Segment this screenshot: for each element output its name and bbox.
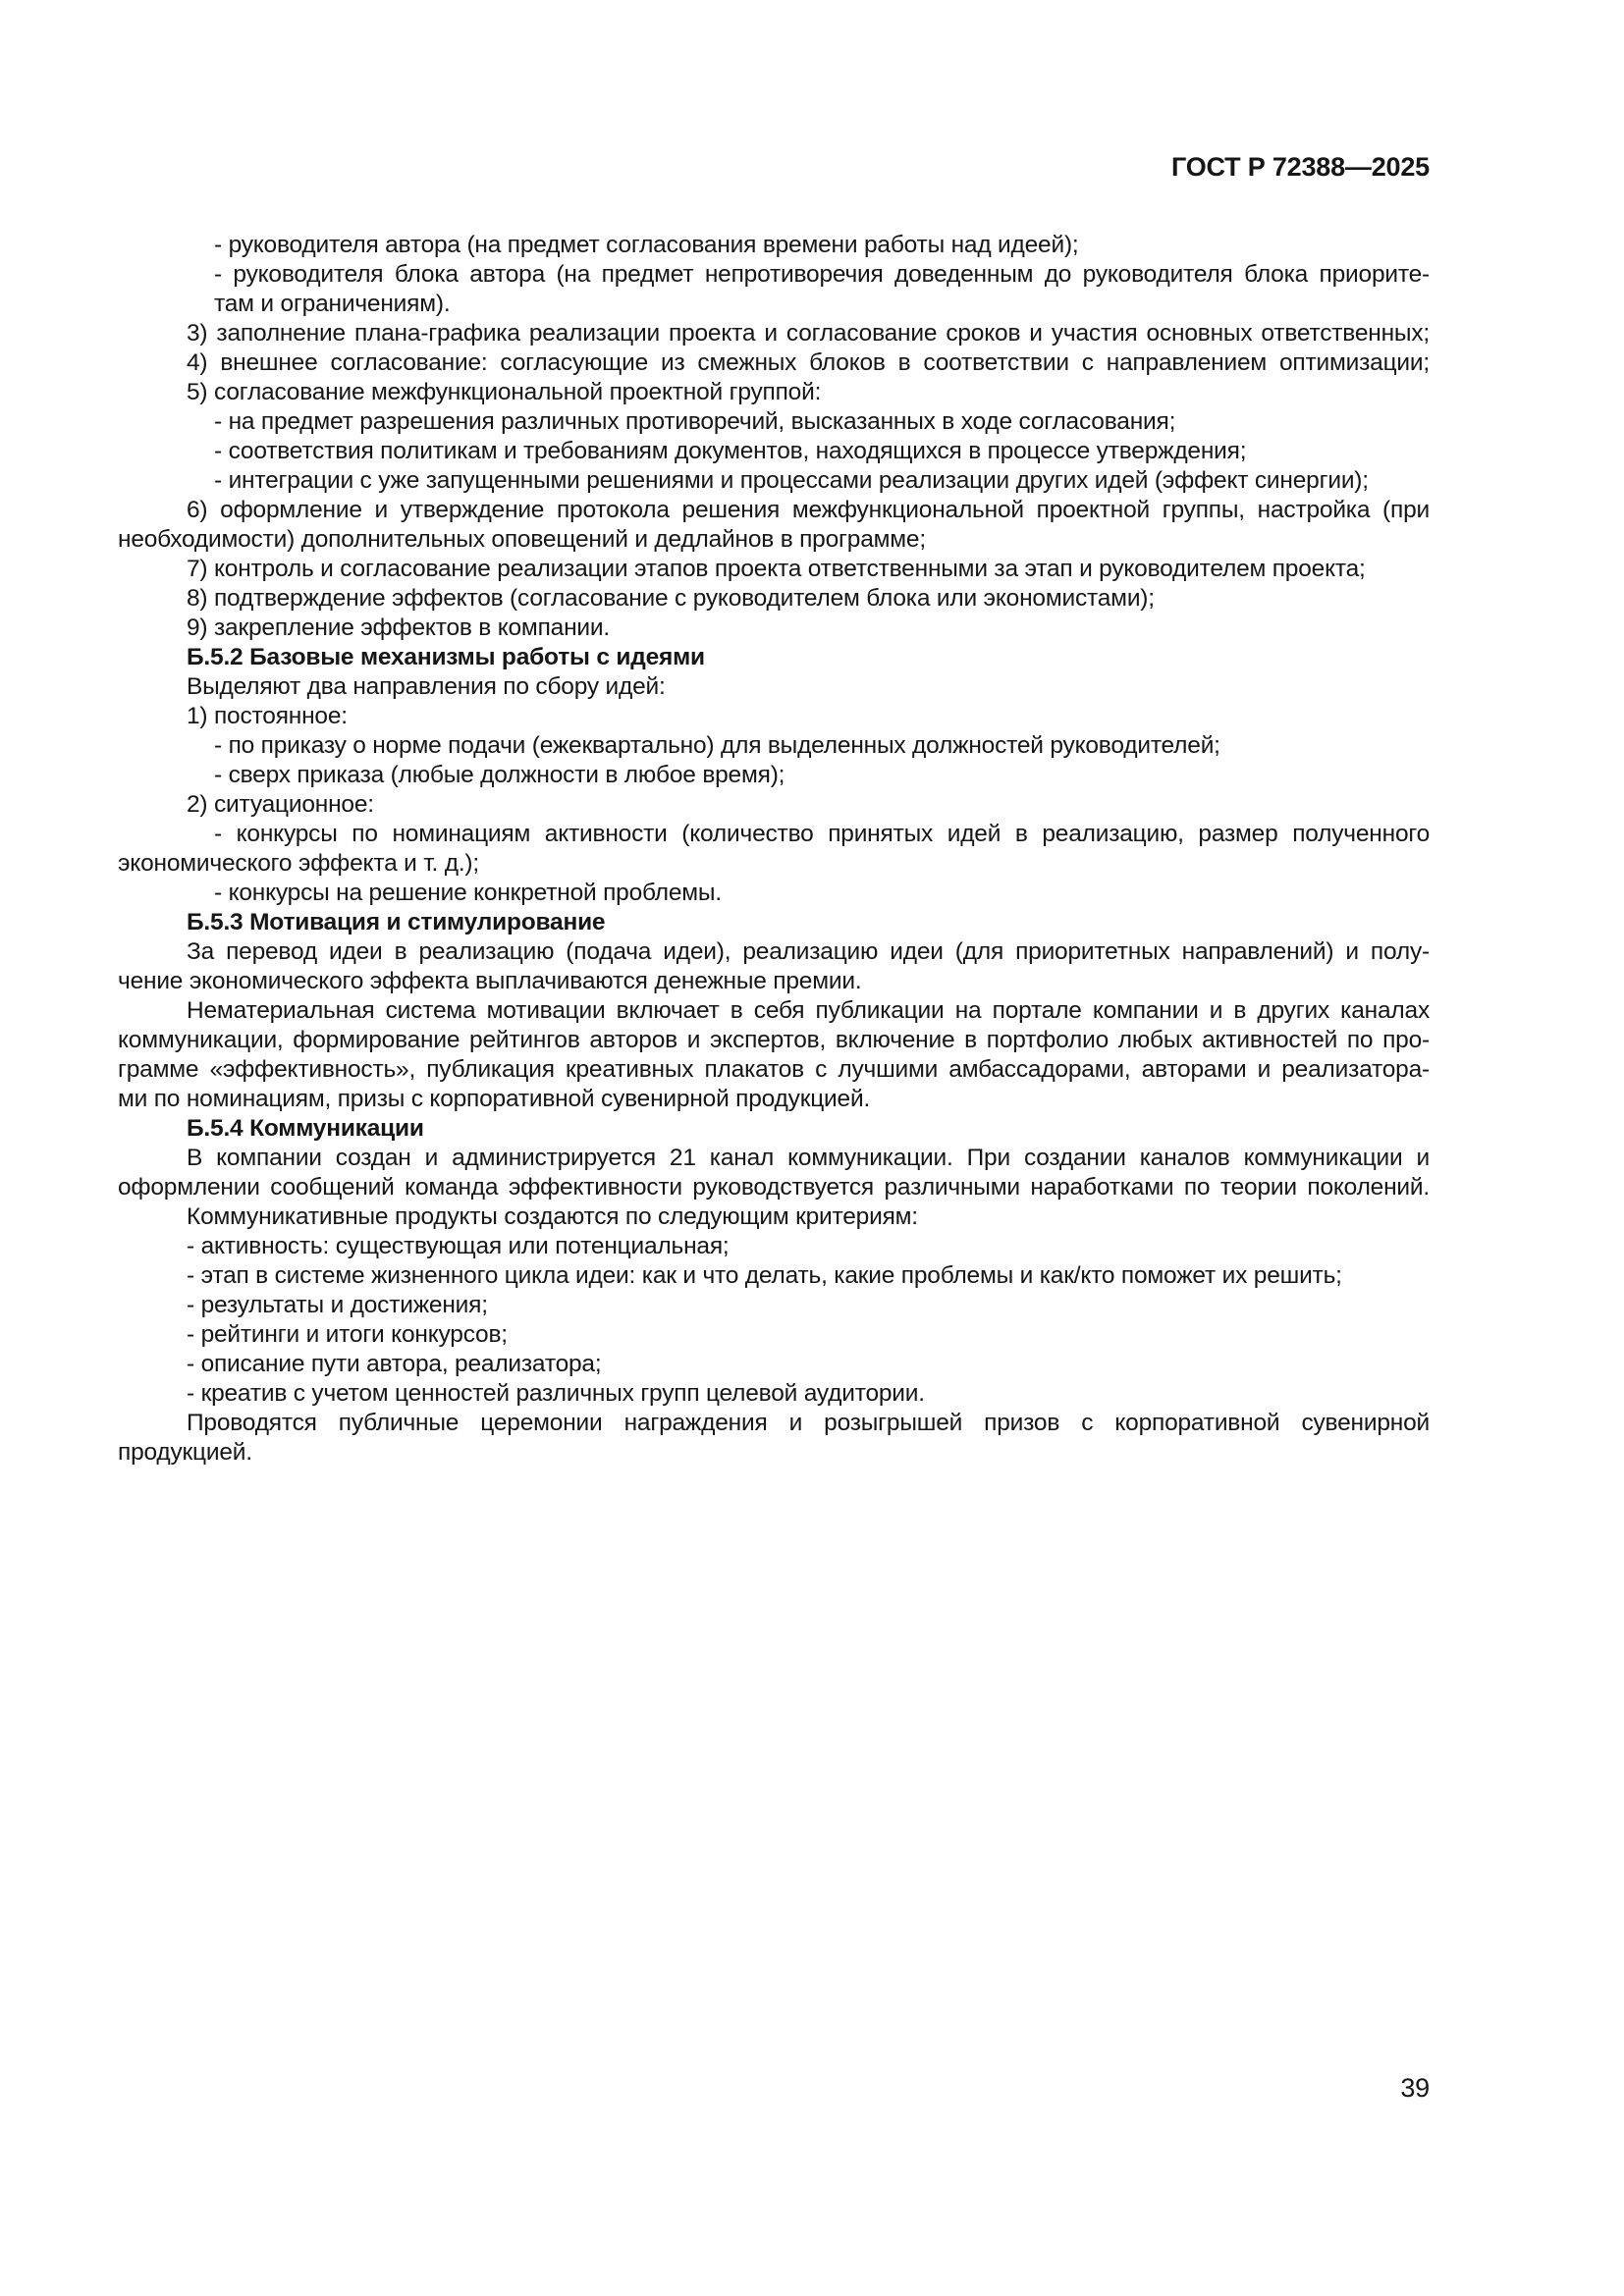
standard-code-header: ГОСТ Р 72388—2025: [1170, 152, 1430, 182]
text-line: Проводятся публичные церемонии награждения и розыгрышей призов с корпоративной сувенирной: [187, 1410, 1430, 1436]
text-line: коммуникации, формирование рейтингов авторов и экспертов, включение в портфолио любых активностей по про-: [118, 1027, 1430, 1053]
text-line: Б.5.4 Коммуникации: [187, 1115, 424, 1142]
text-line: Нематериальная система мотивации включает в себя публикации на портале компании и в других каналах: [187, 997, 1430, 1024]
text-line: экономического эффекта и т. д.);: [118, 850, 479, 877]
text-line: - результаты и достижения;: [187, 1292, 488, 1318]
text-line: необходимости) дополнительных оповещений и дедлайнов в программе;: [118, 526, 926, 553]
text-line: - руководителя блока автора (на предмет непротиворечия доведенным до руководителя блока приорите-: [214, 261, 1430, 288]
text-line: продукцией.: [118, 1439, 252, 1466]
text-line: - руководителя автора (на предмет согласования времени работы над идеей);: [214, 232, 1079, 258]
text-line: - сверх приказа (любые должности в любое время);: [214, 762, 785, 788]
text-line: - интеграции с уже запущенными решениями и процессами реализации других идей (эффект синергии);: [214, 467, 1369, 494]
text-line: - активность: существующая или потенциальная;: [187, 1233, 730, 1259]
text-line: - рейтинги и итоги конкурсов;: [187, 1321, 508, 1348]
document-body: [118, 231, 1430, 1468]
page-number: 39: [1400, 2073, 1430, 2103]
text-line: - соответствия политикам и требованиям документов, находящихся в процессе утверждения;: [214, 438, 1247, 464]
text-line: В компании создан и администрируется 21 канал коммуникации. При создании каналов коммуникации и: [187, 1145, 1430, 1171]
text-line: 2) ситуационное:: [187, 791, 374, 818]
text-line: Коммуникативные продукты создаются по следующим критериям:: [187, 1203, 918, 1230]
text-line: Б.5.3 Мотивация и стимулирование: [187, 909, 606, 935]
text-line: 5) согласование межфункциональной проектной группой:: [187, 379, 822, 405]
text-line: - описание пути автора, реализатора;: [187, 1351, 602, 1377]
text-line: 4) внешнее согласование: согласующие из смежных блоков в соответствии с направлением оптимизации;: [187, 349, 1430, 376]
text-line: - конкурсы на решение конкретной проблемы.: [214, 880, 722, 906]
text-line: чение экономического эффекта выплачиваются денежные премии.: [118, 968, 862, 994]
text-line: 8) подтверждение эффектов (согласование с руководителем блока или экономистами);: [187, 585, 1155, 612]
text-line: там и ограничениям).: [214, 291, 451, 317]
text-line: За перевод идеи в реализацию (подача идеи), реализацию идеи (для приоритетных направлений) и полу-: [187, 938, 1430, 965]
text-line: Б.5.2 Базовые механизмы работы с идеями: [187, 644, 705, 670]
text-line: 6) оформление и утверждение протокола решения межфункциональной проектной группы, настройка (при: [187, 497, 1430, 523]
text-line: 3) заполнение плана-графика реализации проекта и согласование сроков и участия основных ответственных;: [187, 320, 1430, 347]
text-line: - по приказу о норме подачи (ежеквартально) для выделенных должностей руководителей;: [214, 732, 1220, 759]
text-line: - конкурсы по номинациям активности (количество принятых идей в реализацию, размер полученного: [214, 821, 1430, 847]
text-line: - креатив с учетом ценностей различных групп целевой аудитории.: [187, 1380, 925, 1407]
text-line: Выделяют два направления по сбору идей:: [187, 673, 666, 700]
text-line: - этап в системе жизненного цикла идеи: как и что делать, какие проблемы и как/кто поможет их решить;: [187, 1262, 1342, 1289]
text-line: ми по номинациям, призы с корпоративной сувенирной продукцией.: [118, 1086, 871, 1112]
text-line: - на предмет разрешения различных противоречий, высказанных в ходе согласования;: [214, 408, 1176, 435]
text-line: 7) контроль и согласование реализации этапов проекта ответственными за этап и руководителем проекта;: [187, 556, 1366, 582]
text-line: оформлении сообщений команда эффективности руководствуется различными наработками по теории поколений.: [118, 1174, 1430, 1201]
text-line: грамме «эффективность», публикация креативных плакатов с лучшими амбассадорами, авторами и реализатора-: [118, 1056, 1430, 1083]
text-line: 1) постоянное:: [187, 703, 348, 729]
text-line: 9) закрепление эффектов в компании.: [187, 614, 610, 641]
